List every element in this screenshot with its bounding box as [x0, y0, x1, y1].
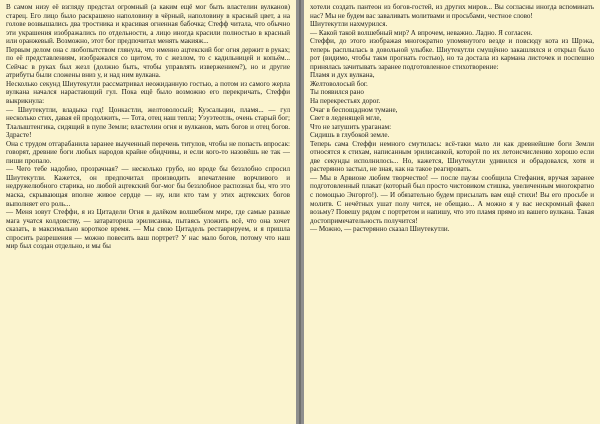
poem-line: Сидишь в глубокой земле. — [310, 131, 390, 140]
poem-line: Желтоволосый бог. — [310, 79, 368, 88]
paragraph: Шиутекутли нахмурился. — [310, 20, 388, 29]
paragraph: — Меня зовут Стеффи, я из Цитадели Огня в далёком волшебном мире, где самые разные мага учатся колдовству, — затараторила эрилисанка, пытаясь уложить всё, что она хочет сказать, в максимально короткое время. — Мы свою Цитадель реставрируем, и я пришла спросить разрешения — можно повесить ваш портрет? У нас мало богов, потому что наш мир был создан отдельно, и мы бы — [6, 208, 290, 251]
paragraph: — Мы в Арвионе любим творчество! — после паузы сообщила Стефания, вручая заранее подготовленный плакат (который был просто чистовиком стишка, увеличенным многократно с помощью Энгорго!). — И обязательно будем присылать вам ещё стихи! Вы его просьбе и молитв. С нечётных ушат полу чится, не обещаю... А можно я у вас нескромный факел возьму? Повешу рядом с портретом и напишу, что это пламя прямо из вашего вулкана. Такая достопримечательность получится! — [310, 173, 594, 225]
paragraph: — Чего тебе надобно, прозрачная? — несколько грубо, но вроде бы беззлобно спросил Шиутекутли. Кажется, он предпочитал производить впечатление ворчливого и недружелюбного старика, но любой ацтекский бог-мог бы беззлобное распознал бы, что это маска, скрывающая вполне живое сердце — ну, или кто там у этих ацтекских богов выполняет его роль... — [6, 165, 290, 208]
paragraph: — Можно, — растерянно сказал Шиутекутли. — [310, 225, 450, 234]
page-gutter — [296, 0, 304, 424]
paragraph: Она с трудом отгарабанила заранее выученный перечень титулов, чтобы не попасть впросак: говорят, древние боги любых народов крайне обидчивы, и если кого-то назовёшь не так — пиши пропало. — [6, 139, 290, 165]
paragraph: хотели создать пантеон из богов-гостей, из других миров... Вы согласны иногда вспоминать нас? Мы не будем вас заваливать молитвами и просьбами, честное слово! — [310, 3, 594, 20]
paragraph: Теперь сама Стеффи немного смутилась: всё-таки мало ли как древнейшие боги Земли относятся к стихам, написанным эрилисанкой, которой по их летоисчислению хорошо если две секунды исполнилось... Но, кажется, Шиутекутли удивился и обрадовался, хотя и растерянно застыл, не зная, как на такое реагировать. — [310, 139, 594, 174]
right-page-text — [310, 3, 594, 234]
poem-line: Очаг в беспощадном тумане, — [310, 105, 398, 114]
poem-line: Свет в леденящей мгле, — [310, 114, 382, 123]
poem-line: Ты появился рано — [310, 88, 364, 97]
paragraph: Первым делом она с любопытством глянула, что именно ацтекский бог огня держит в руках; по её представлениям, изображался со щитом, то с жезлом, то с кадильницей и копьём... Сейчас в руках был жезл (должно быть, чтобы управлять извержением?), но и другие атрибуты были сложены вниз у, и над ним вулкана. — [6, 45, 290, 80]
paragraph: Стеффи, до этого изображая многократно упомянутого везде и повсюду кота из Шрэка, теперь расплылась в довольной улыбке. Шиутекутли смущённо закашлялся и открыл было рот (видимо, чтобы такм прогнать гостью), но та достала из кармана листочек и поспешно принялась зачитывать заранее подготовленное стихотворение: — [310, 37, 594, 71]
poem-line: Пламя и дух вулкана, — [310, 71, 375, 80]
poem-line: Что не затушить ураганам: — [310, 122, 392, 131]
poem-line: На перекрестьях дорог. — [310, 97, 381, 106]
left-page-text — [6, 3, 290, 251]
paragraph: — Какой такой волшебный мир? А впрочем, неважно. Ладно. Я согласен. — [310, 28, 533, 37]
paragraph: — Шиутекутли, владыка год! Цонкастли, желтоволосый; Куэсальцин, пламя... — гул несколько стих, давая ей продолжить, — Тота, отец наш тепла; Уэуэтеотль, очень старый бог; Тлалыштенгика, сидящий в пупе Земли; властелин огня и вулканов, мать богов и отец богов. Здрасте! — [6, 105, 290, 140]
left-page — [0, 0, 296, 424]
paragraph: Несколько секунд Шиутекутли рассматривал неожиданную гостью, а потом из самого жерла вулкана начался нарастающий гул. Пока ещё было возможно его перекричать, Стеффи выкрикнула: — [6, 79, 290, 106]
right-page — [304, 0, 600, 424]
paragraph: В самом низу её взгляду предстал огромный (а каким ещё мог быть властелин вулканов) старец. Его лицо было раскрашено наполовину в чёрный, наполовину в красный цвет, а на голове возвышались два тростника и красивая огненная бабочка; Стефф читала, что обычно эти украшения изображались по отдельности, а лицо иногда красили полностью в красный или оранжевый. Возможно, этот бог предпочитал менять макияж... — [6, 3, 290, 46]
